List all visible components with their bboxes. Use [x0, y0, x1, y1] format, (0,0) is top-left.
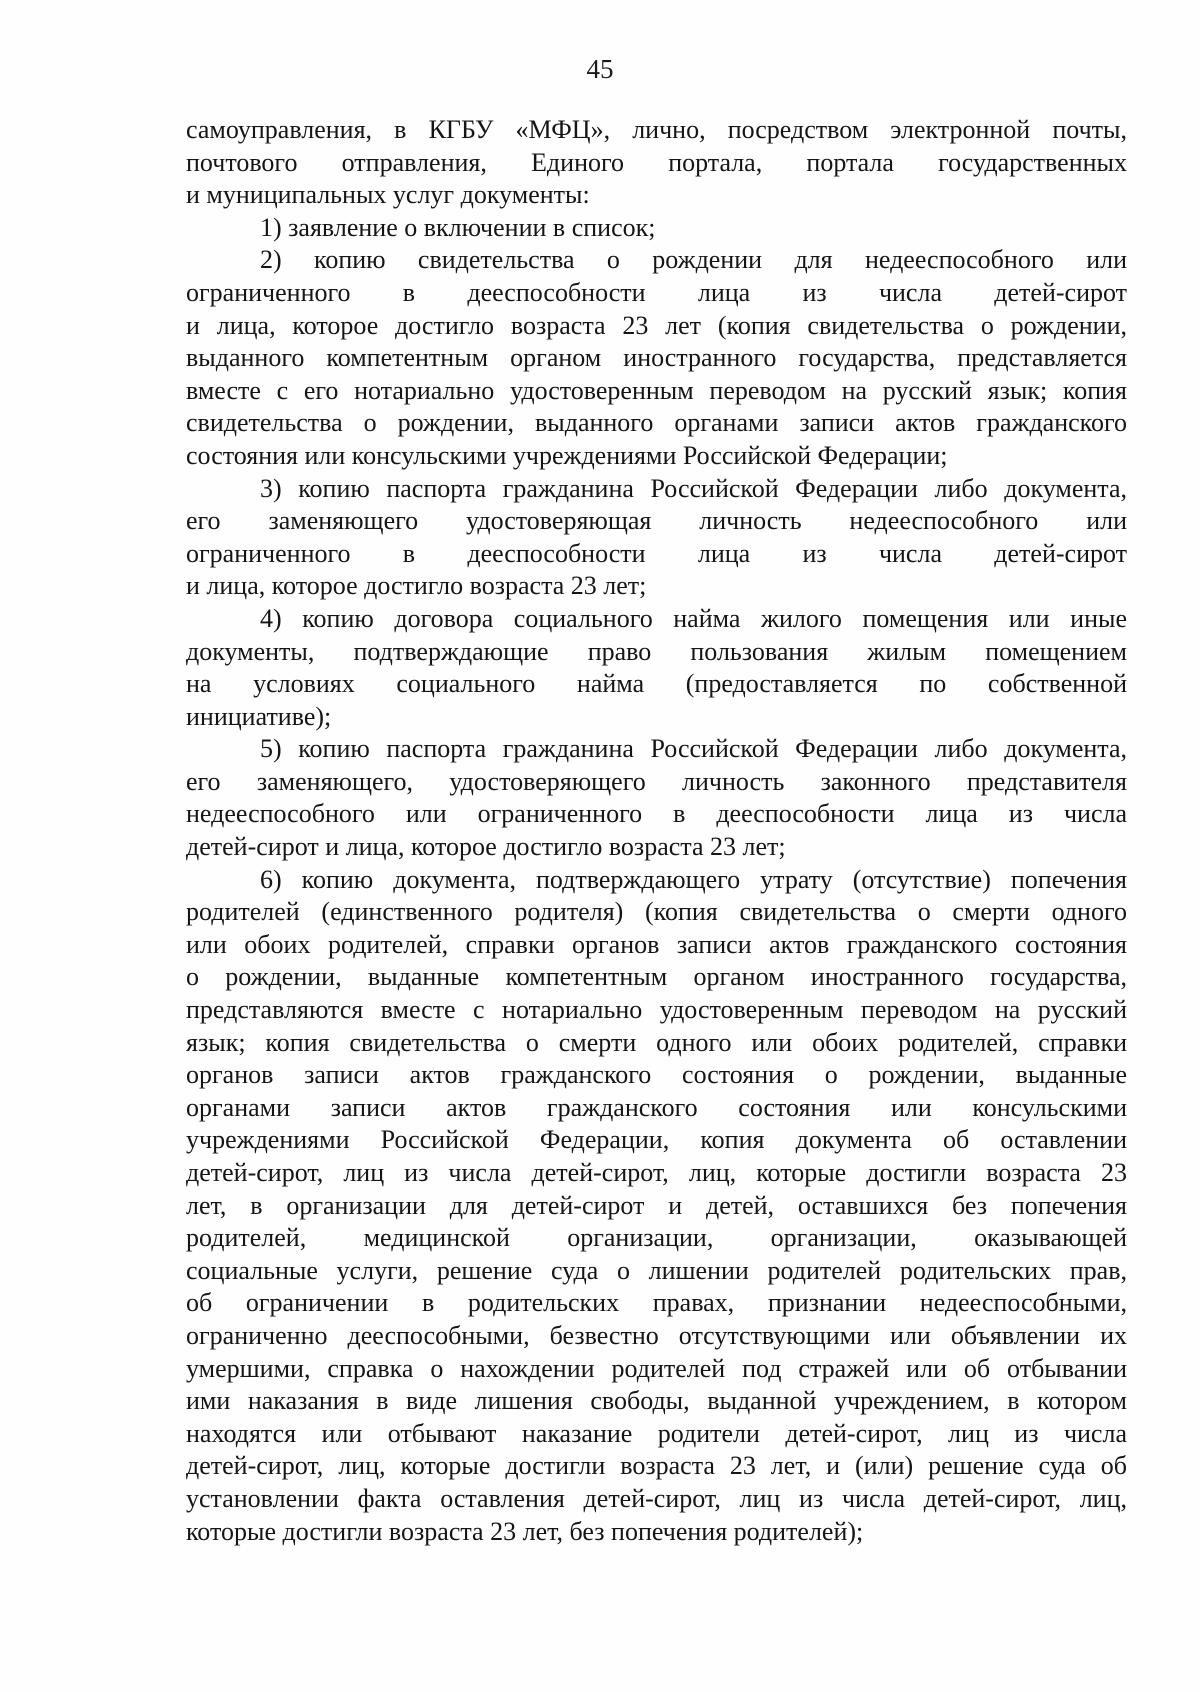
- text-line: и лица, которое достигло возраста 23 лет;: [186, 571, 647, 601]
- text-line: учреждениями Российской Федерации, копия документа об оставлении: [186, 1125, 1127, 1155]
- text-line: свидетельства о рождении, выданного органами записи актов гражданского: [186, 408, 1127, 438]
- paragraph-item-4: [186, 603, 1127, 733]
- text-line: которые достигли возраста 23 лет, без попечения родителей);: [186, 1516, 864, 1546]
- text-line: установлении факта оставления детей-сирот, лиц из числа детей-сирот, лиц,: [186, 1483, 1127, 1513]
- text-line: документы, подтверждающие право пользования жилым помещением: [186, 636, 1127, 666]
- paragraph-item-5: [186, 733, 1127, 863]
- text-line: или обоих родителей, справки органов записи актов гражданского состояния: [186, 929, 1127, 959]
- text-line: родителей (единственного родителя) (копия свидетельства о смерти одного: [186, 897, 1127, 927]
- text-line: и лица, которое достигло возраста 23 лет (копия свидетельства о рождении,: [186, 310, 1127, 340]
- text-line: на условиях социального найма (предоставляется по собственной: [186, 669, 1127, 699]
- text-line: социальные услуги, решение суда о лишении родителей родительских прав,: [186, 1255, 1127, 1285]
- text-line: его заменяющего, удостоверяющего личность законного представителя: [186, 766, 1127, 796]
- text-line: инициативе);: [186, 701, 332, 731]
- text-line: органами записи актов гражданского состояния или консульскими: [186, 1092, 1127, 1122]
- text-line: ограниченного в дееспособности лица из числа детей-сирот: [186, 538, 1127, 568]
- text-line: детей-сирот и лица, которое достигло возраста 23 лет;: [186, 832, 786, 862]
- text-line: 6) копию документа, подтверждающего утрату (отсутствие) попечения: [260, 864, 1127, 894]
- text-line: выданного компетентным органом иностранного государства, представляется: [186, 343, 1127, 373]
- text-line: детей-сирот, лиц из числа детей-сирот, лиц, которые достигли возраста 23: [186, 1158, 1127, 1187]
- text-line: находятся или отбывают наказание родители детей-сирот, лиц из числа: [186, 1418, 1127, 1448]
- text-line: и муниципальных услуг документы:: [186, 180, 590, 210]
- text-line: представляются вместе с нотариально удостоверенным переводом на русский: [186, 995, 1127, 1025]
- text-line: 1) заявление о включении в список;: [260, 212, 656, 242]
- text-line: лет, в организации для детей-сирот и детей, оставшихся без попечения: [186, 1190, 1127, 1220]
- text-line: язык; копия свидетельства о смерти одного или обоих родителей, справки: [186, 1027, 1127, 1057]
- paragraph-intro: [186, 114, 1127, 212]
- text-line: родителей, медицинской организации, организации, оказывающей: [186, 1223, 1127, 1253]
- text-line: почтового отправления, Единого портала, портала государственных: [186, 147, 1127, 177]
- text-line: об ограничении в родительских правах, признании недееспособными,: [186, 1288, 1127, 1318]
- text-line: органов записи актов гражданского состояния о рождении, выданные: [186, 1060, 1127, 1090]
- text-line: 5) копию паспорта гражданина Российской Федерации либо документа,: [260, 734, 1127, 764]
- page-number: 45: [586, 54, 614, 84]
- text-line: недееспособного или ограниченного в дееспособности лица из числа: [186, 799, 1127, 829]
- text-line: 3) копию паспорта гражданина Российской Федерации либо документа,: [260, 473, 1127, 503]
- paragraph-item-2: [186, 244, 1127, 472]
- text-line: о рождении, выданные компетентным органом иностранного государства,: [186, 962, 1127, 992]
- text-line: 4) копию договора социального найма жилого помещения или иные: [260, 603, 1127, 633]
- document-body: [186, 114, 1127, 1548]
- text-line: состояния или консульскими учреждениями Российской Федерации;: [186, 440, 948, 470]
- text-line: ограниченного в дееспособности лица из числа детей-сирот: [186, 277, 1127, 307]
- text-line: его заменяющего удостоверяющая личность недееспособного или: [186, 506, 1127, 536]
- text-line: умершими, справка о нахождении родителей под стражей или об отбывании: [186, 1353, 1127, 1383]
- text-line: 2) копию свидетельства о рождении для недееспособного или: [260, 245, 1127, 275]
- paragraph-item-6: [186, 864, 1127, 1548]
- text-line: самоуправления, в КГБУ «МФЦ», лично, посредством электронной почты,: [186, 115, 1127, 144]
- paragraph-item-3: [186, 473, 1127, 603]
- text-line: ограниченно дееспособными, безвестно отсутствующими или объявлении их: [186, 1320, 1127, 1350]
- text-line: вместе с его нотариально удостоверенным переводом на русский язык; копия: [186, 375, 1127, 405]
- paragraph-item-1: [186, 212, 1127, 245]
- text-line: детей-сирот, лиц, которые достигли возраста 23 лет, и (или) решение суда об: [186, 1451, 1127, 1481]
- text-line: ими наказания в виде лишения свободы, выданной учреждением, в котором: [186, 1386, 1127, 1416]
